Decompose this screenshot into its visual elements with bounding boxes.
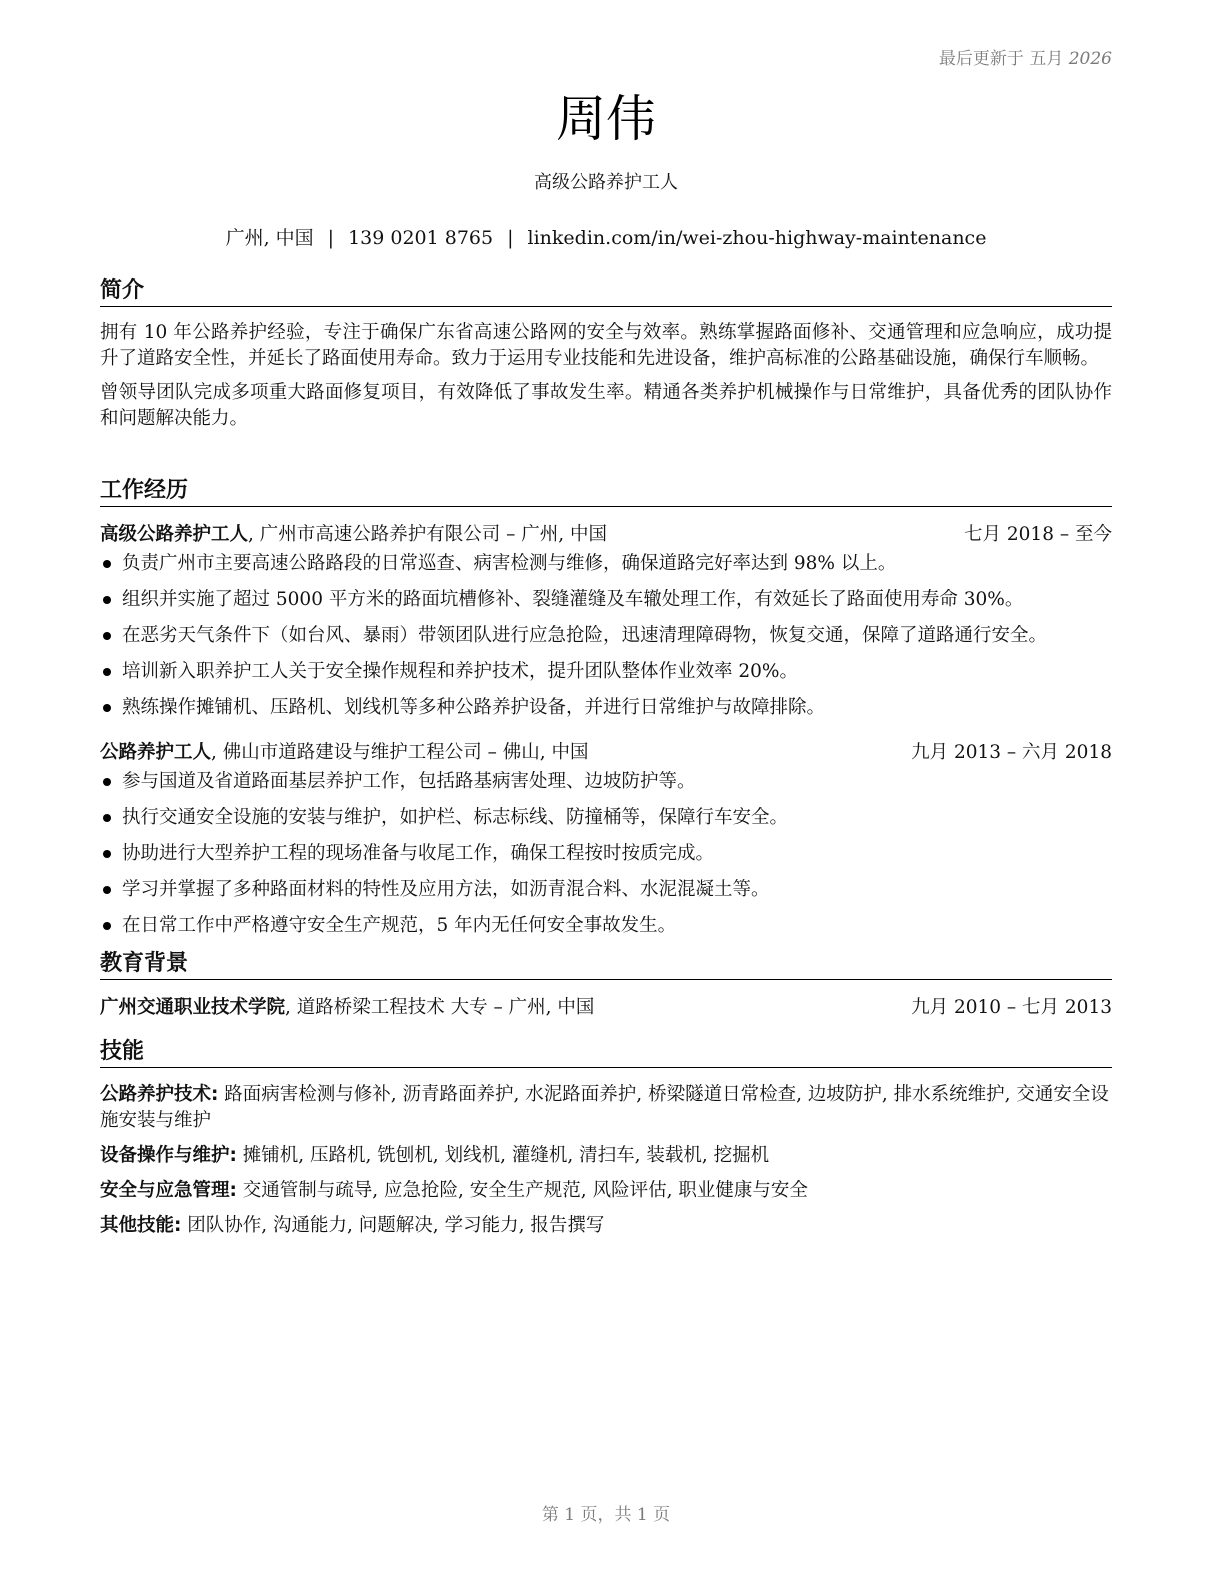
job-bullet-text: 执行交通安全设施的安装与维护，如护栏、标志标线、防撞桶等，保障行车安全。 (122, 807, 789, 828)
bullet-icon (103, 778, 111, 786)
job-bullet-text: 熟练操作摊铺机、压路机、划线机等多种公路养护设备，并进行日常维护与故障排除。 (122, 697, 826, 718)
job-bullet (100, 877, 1112, 911)
contact-separator: | (507, 227, 514, 249)
education-entry (100, 994, 1112, 1022)
last-updated-year: 2026 (1068, 49, 1112, 69)
job-org: , 广州市高速公路养护有限公司 – 广州, 中国 (248, 524, 608, 545)
skill-label: 安全与应急管理: (100, 1180, 237, 1201)
education-detail: , 道路桥梁工程技术 大专 – 广州, 中国 (285, 997, 595, 1018)
candidate-headline: 高级公路养护工人 (534, 172, 678, 193)
education-school: 广州交通职业技术学院 (100, 997, 286, 1018)
job-bullet-text: 在日常工作中严格遵守安全生产规范，5 年内无任何安全事故发生。 (122, 915, 677, 936)
skill-value: 路面病害检测与修补, 沥青路面养护, 水泥路面养护, 桥梁隧道日常检查, 边坡防护, 排水系统维护, 交通安全设施安装与维护 (100, 1084, 1109, 1131)
job-entry (100, 739, 1112, 947)
contact-location: 广州, 中国 (225, 227, 314, 249)
contact-separator: | (327, 227, 335, 249)
section-title-education: 教育背景 (100, 950, 1112, 980)
job-org: , 佛山市道路建设与维护工程公司 – 佛山, 中国 (211, 742, 589, 763)
bullet-icon (103, 922, 111, 930)
job-bullet-text: 培训新入职养护工人关于安全操作规程和养护技术，提升团队整体作业效率 20%。 (122, 661, 799, 682)
bullet-icon (103, 704, 111, 712)
skill-label: 其他技能: (100, 1215, 182, 1236)
bullet-icon (103, 886, 111, 894)
contact-phone[interactable]: 139 0201 8765 (348, 227, 494, 249)
last-updated-label: 最后更新于 五月 (938, 49, 1064, 69)
page-number: 第 1 页，共 1 页 (541, 1505, 671, 1525)
job-bullet (100, 769, 1112, 803)
summary-paragraph: 曾领导团队完成多项重大路面修复项目，有效降低了事故发生率。精通各类养护机械操作与日常维护，具备优秀的团队协作和问题解决能力。 (100, 382, 1112, 429)
job-bullet-text: 负责广州市主要高速公路路段的日常巡查、病害检测与维修，确保道路完好率达到 98% 以上。 (122, 553, 897, 574)
contact-linkedin-link[interactable]: linkedin.com/in/wei-zhou-highway-maintenance (527, 227, 987, 249)
education-line (100, 994, 594, 1022)
job-bullet-text: 在恶劣天气条件下（如台风、暴雨）带领团队进行应急抢险，迅速清理障碍物，恢复交通，保障了道路通行安全。 (122, 625, 1048, 646)
job-role: 公路养护工人 (100, 742, 212, 763)
bullet-icon (103, 814, 111, 822)
last-updated (939, 44, 1112, 69)
job-bullet (100, 587, 1112, 621)
job-bullet (100, 659, 1112, 693)
skill-row (100, 1082, 1112, 1134)
job-dates: 七月 2018 – 至今 (964, 524, 1112, 545)
job-bullet (100, 623, 1112, 657)
job-bullet-text: 参与国道及省道路面基层养护工作，包括路基病害处理、边坡防护等。 (122, 771, 696, 792)
resume-page (100, 0, 1112, 1584)
section-title-summary: 简介 (100, 277, 1112, 307)
bullet-icon (103, 560, 111, 568)
job-bullet (100, 805, 1112, 839)
section-title-skills: 技能 (100, 1038, 1112, 1068)
job-bullet-text: 协助进行大型养护工程的现场准备与收尾工作，确保工程按时按质完成。 (122, 843, 715, 864)
section-title-experience: 工作经历 (100, 477, 1112, 507)
skills-block (100, 1082, 1112, 1248)
job-bullet-text: 学习并掌握了多种路面材料的特性及应用方法，如沥青混合料、水泥混凝土等。 (122, 879, 770, 900)
skill-row (100, 1178, 1112, 1204)
skill-label: 设备操作与维护: (100, 1145, 237, 1166)
job-dates: 九月 2013 – 六月 2018 (911, 742, 1112, 763)
skill-value: 交通管制与疏导, 应急抢险, 安全生产规范, 风险评估, 职业健康与安全 (236, 1180, 808, 1201)
job-bullet (100, 695, 1112, 729)
candidate-name: 周伟 (556, 90, 656, 148)
job-bullet-text: 组织并实施了超过 5000 平方米的路面坑槽修补、裂缝灌缝及车辙处理工作，有效延长了路面使用寿命 30%。 (122, 589, 1024, 610)
job-title-line (100, 521, 607, 549)
job-bullet (100, 913, 1112, 947)
bullet-icon (103, 632, 111, 640)
bullet-icon (103, 850, 111, 858)
contact-line (100, 225, 1112, 251)
summary-paragraph: 拥有 10 年公路养护经验，专注于确保广东省高速公路网的安全与效率。熟练掌握路面修补、交通管理和应急响应，成功提升了道路安全性，并延长了路面使用寿命。致力于运用专业技能和先进设备，维护高标准的公路基础设施，确保行车顺畅。 (100, 322, 1112, 369)
job-header (100, 521, 1112, 549)
job-entry (100, 521, 1112, 729)
skill-value: 团队协作, 沟通能力, 问题解决, 学习能力, 报告撰写 (181, 1215, 605, 1236)
education-header (100, 994, 1112, 1022)
job-bullet (100, 551, 1112, 585)
job-header (100, 739, 1112, 767)
bullet-icon (103, 668, 111, 676)
job-role: 高级公路养护工人 (100, 524, 249, 545)
bullet-icon (103, 596, 111, 604)
summary-block (100, 320, 1112, 440)
education-dates: 九月 2010 – 七月 2013 (911, 997, 1112, 1018)
job-title-line (100, 739, 589, 767)
skill-value: 摊铺机, 压路机, 铣刨机, 划线机, 灌缝机, 清扫车, 装载机, 挖掘机 (236, 1145, 770, 1166)
skill-label: 公路养护技术: (100, 1084, 219, 1105)
skill-row (100, 1213, 1112, 1239)
skill-row (100, 1143, 1112, 1169)
job-bullets (100, 769, 1112, 947)
job-bullets (100, 551, 1112, 729)
job-bullet (100, 841, 1112, 875)
